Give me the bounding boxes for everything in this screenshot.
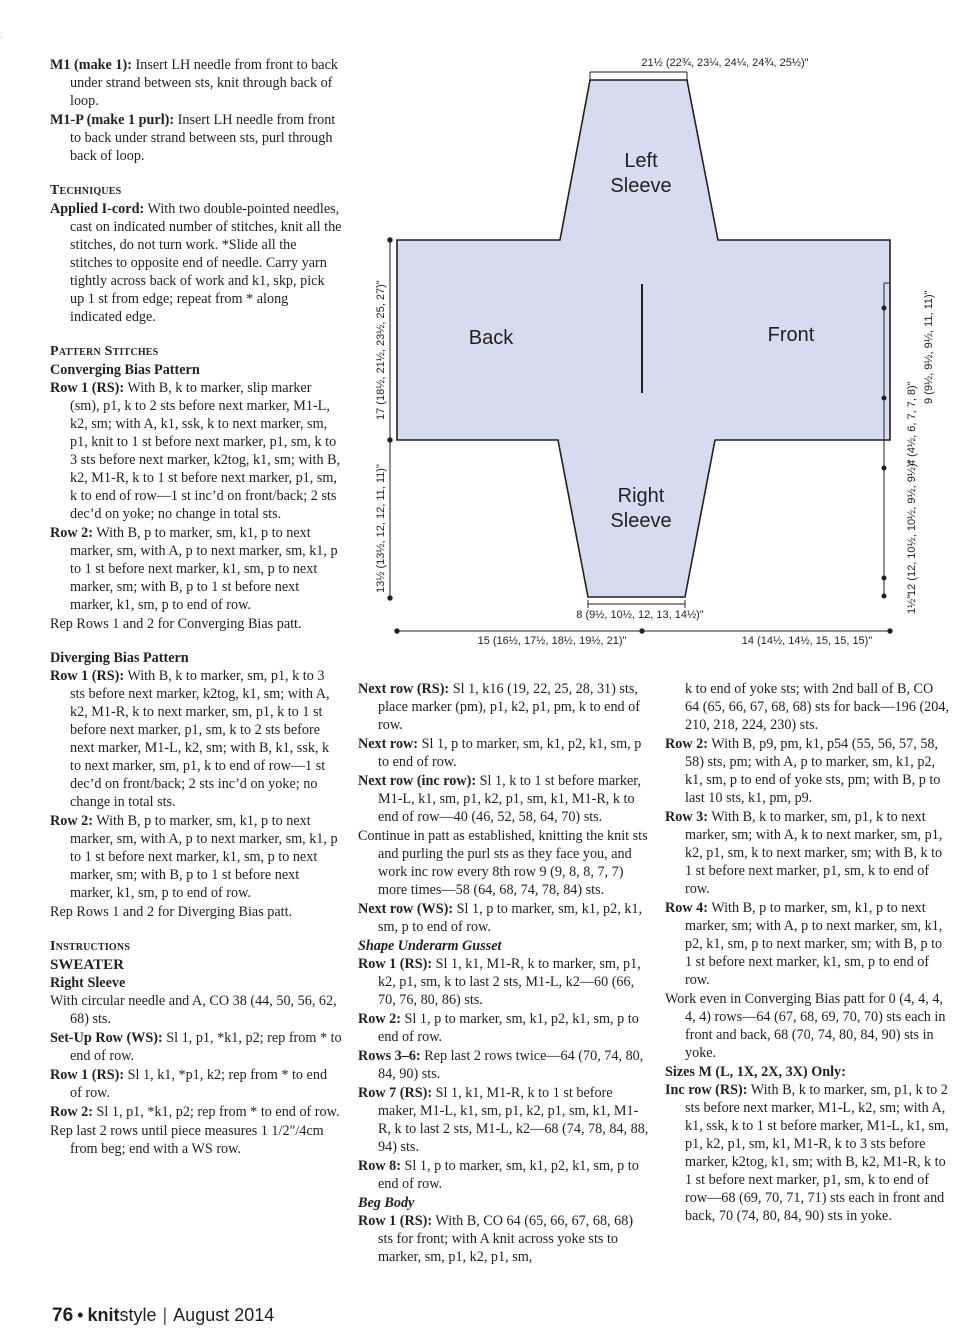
footer-bullet: • [77, 1305, 84, 1325]
body-row3 [665, 808, 950, 898]
row-text: Sl 1, p1, *k1, p2; rep from * to end of row. [96, 1104, 340, 1120]
sweater-heading: SWEATER [50, 957, 124, 973]
body-row2 [665, 735, 950, 807]
continue-patt: Continue in patt as established, knitting the knit sts and purling the purl sts as they face you, and work inc row every 8th row 9 (9, 8, 8, 7, 7) more times—58 (64, 68, 74, 78, 84) sts. [358, 828, 648, 898]
row-text: Sl 1, p to marker, sm, k1, p2, k1, sm, p to end of row. [378, 736, 642, 770]
work-even: Work even in Converging Bias patt for 0 (4, 4, 4, 4, 4) rows—64 (67, 68, 69, 70, 70) sts each in front and back, 68 (70, 74, 80, 84, 90) sts in yoke. [665, 991, 946, 1061]
sleeve-row2 [50, 1103, 342, 1121]
body-row1-cont: k to end of yoke sts; with 2nd ball of B, CO 64 (65, 66, 67, 68, 68) sts for back—196 (204, 210, 218, 224, 230) sts. [685, 681, 950, 733]
gusset-row7 [358, 1084, 650, 1156]
converging-title: Converging Bias Pattern [50, 362, 200, 378]
footer-separator: | [162, 1305, 168, 1325]
row-text: Sl 1, p to marker, sm, k1, p2, k1, sm, p to end of row. [378, 901, 643, 935]
abbr-text: Insert LH needle from front to back under strand between sts, knit through back of loop. [70, 57, 338, 109]
dim-right-top: 9 (9½, 9½, 9½, 11, 11)" [923, 290, 935, 404]
label-right: Right [617, 485, 665, 507]
column-left [50, 56, 342, 1159]
technique-label: Applied I-cord: [50, 201, 145, 217]
setup-row [50, 1029, 342, 1065]
label-right-sleeve: Sleeve [610, 510, 672, 532]
next-row-inc [358, 772, 650, 826]
row-text: With B, k to marker, slip marker (sm), p1, k to 2 sts before next marker, M1-L, k2, sm; with A, k1, ssk, k to next marker, sm, p1, knit to 1 st before next marker, p1, sm, k to 3 sts before next marker, k2tog, k1, sm; with B, k2, M1-R, k to 1 st before next marker, p1, sm, k to end of row—1 st inc’d on front/back; 2 sts dec’d on yoke; no change in total sts. [70, 380, 341, 522]
next-row [358, 735, 650, 771]
row-label: Inc row (RS): [665, 1082, 748, 1098]
row-label: Next row (WS): [358, 901, 454, 917]
left-measures [388, 238, 392, 600]
abbr-m1p [50, 111, 342, 165]
rep-last: Rep last 2 rows until piece measures 1 1/2"/4cm from beg; end with a WS row. [50, 1123, 324, 1157]
diverging-rep: Rep Rows 1 and 2 for Diverging Bias patt. [50, 904, 293, 920]
dim-bottom-right: 14 (14½, 14½, 15, 15, 15)" [741, 635, 873, 647]
row-label: Next row (inc row): [358, 773, 477, 789]
label-front: Front [767, 324, 815, 346]
diverging-row1 [50, 667, 342, 811]
converging-row2 [50, 524, 342, 614]
abbr-label: M1 (make 1): [50, 57, 132, 73]
label-left: Left [624, 150, 658, 172]
dim-top-width: 21½ (22¾, 23¼, 24¼, 24¾, 25½)" [641, 57, 809, 69]
row-label: Row 1 (RS): [50, 1067, 125, 1083]
sizes-heading: Sizes M (L, 1X, 2X, 3X) Only: [665, 1064, 846, 1080]
row-label: Row 8: [358, 1158, 401, 1174]
pattern-stitches-heading: Pattern Stitches [50, 344, 159, 359]
row-text: With B, k to marker, sm, p1, k to next marker, sm; with A, k to next marker, sm, p1, k2, p1, sm, k to next marker, sm; with B, k to 1 st before next marker, p1, sm, k to end of row. [685, 809, 943, 897]
technique-text: With two double-pointed needles, cast on indicated number of stitches, knit all the stitches, do not turn work. *Slide all the stitches to opposite end of needle. Carry yarn tightly across back of work and k1, skp, pick up 1 st from edge; repeat from * along indicated edge. [70, 201, 342, 325]
gusset-row8 [358, 1157, 650, 1193]
next-row-ws [358, 900, 650, 936]
gusset-rows3-6 [358, 1047, 650, 1083]
technique-icord [50, 200, 342, 326]
row-label: Next row (RS): [358, 681, 450, 697]
row-text: With B, k to marker, sm, p1, k to 3 sts before next marker, k2tog, k1, sm; with A, k2, M1-R, k to next marker, sm, p1, k to 1 st before next marker, p1, sm, k to 2 sts before next marker, M1-L, k2, sm; with B, k1, ssk, k to next marker, sm, p1, k to end of row—1 st dec’d on front/back; 2 sts inc’d on yoke; no change in total sts. [70, 668, 330, 810]
diverging-title: Diverging Bias Pattern [50, 650, 189, 666]
gusset-row2 [358, 1010, 650, 1046]
row-text: Sl 1, p to marker, sm, k1, p2, k1, sm, p to end of row. [378, 1158, 639, 1192]
row-label: Row 2: [358, 1011, 401, 1027]
row-text: With B, p to marker, sm, k1, p to next marker, sm, with A, p to next marker, sm, k1, p to 1 st before next marker, k1, sm, p to next marker, sm; with B, p to 1 st before next marker, k1, sm, p to end of row. [70, 525, 338, 613]
row-label: Row 2: [50, 813, 93, 829]
row-label: Row 1 (RS): [358, 956, 433, 972]
abbr-m1 [50, 56, 342, 110]
margin-mark: · [0, 32, 3, 42]
row-label: Row 2: [50, 525, 93, 541]
row-text: Sl 1, p to marker, sm, k1, p2, k1, sm, p to end of row. [378, 1011, 639, 1045]
label-left-sleeve: Sleeve [610, 175, 672, 197]
dim-left-upper: 17 (18½, 21½, 23½, 25, 27)" [375, 280, 387, 420]
row-text: Sl 1, k1, *p1, k2; rep from * to end of row. [70, 1067, 328, 1101]
diverging-row2 [50, 812, 342, 902]
row-label: Rows 3–6: [358, 1048, 421, 1064]
gusset-title: Shape Underarm Gusset [358, 938, 502, 954]
page-number: 76 [52, 1305, 74, 1326]
row-text: With B, p to marker, sm, k1, p to next marker, sm; with A, p to next marker, sm, k1, p2, k1, sm, p to next marker, sm; with B, p to 1 st before next marker, k1, sm, p to end of row. [685, 900, 943, 988]
column-right [665, 680, 950, 1226]
row-text: Sl 1, k1, M1-R, k to marker, sm, p1, k2, p1, sm, k to last 2 sts, M1-L, k2—60 (66, 70, 76, 80, 86) sts. [378, 956, 641, 1008]
row-text: With B, p9, pm, k1, p54 (55, 56, 57, 58, 58) sts, pm; with A, p to marker, sm, k1, p2, k1, sm, p to end of yoke sts, pm; with B, p to last 10 sts, k1, pm, p9. [685, 736, 941, 806]
issue-date: August 2014 [173, 1305, 275, 1325]
abbr-text: Insert LH needle from front to back under strand between sts, purl through back of loop. [70, 112, 336, 164]
top-width-measure [400, 71, 940, 80]
row-text: With B, k to marker, sm, p1, k to 2 sts before next marker, M1-L, k2, sm; with A, k1, ssk, k to 1 st before marker, M1-L, k1, sm, p1, k2, p1, sm, k1, M1-R, k to 3 sts before marker, k2tog, k1, sm; with B, k2, M1-R, k to 1 st before next marker, p1, sm, k to end of row—68 (69, 70, 71, 71) sts each in front and back, 70 (74, 80, 84, 90) sts in yoke. [685, 1082, 949, 1224]
brand-bold: knit [87, 1305, 120, 1325]
row-text: Sl 1, k1, M1-R, k to 1 st before maker, M1-L, k1, sm, p1, k2, p1, sm, k1, M1-R, k to last 2 sts, M1-L, k2—68 (74, 78, 84, 88, 94) sts. [378, 1085, 649, 1155]
column-middle [358, 680, 650, 1267]
cast-on: With circular needle and A, CO 38 (44, 50, 56, 62, 68) sts. [50, 993, 337, 1027]
converging-row1 [50, 379, 342, 523]
dim-right-bottom: 1½" [906, 594, 918, 614]
converging-rep: Rep Rows 1 and 2 for Converging Bias patt. [50, 616, 302, 632]
instructions-heading: Instructions [50, 939, 131, 954]
schematic-svg [360, 48, 950, 648]
row-label: Row 7 (RS): [358, 1085, 433, 1101]
dim-right-lower: 12 (12, 10½, 10½, 9½, 9½)" [906, 459, 918, 596]
row-label: Row 3: [665, 809, 708, 825]
dim-bottom-left: 15 (16½, 17½, 18½, 19½, 21)" [477, 635, 627, 647]
gusset-row1 [358, 955, 650, 1009]
row-label: Row 1 (RS): [50, 380, 125, 396]
dim-right-mid: 4 (4½, 6, 7, 7, 8)" [906, 381, 918, 466]
right-sleeve-heading: Right Sleeve [50, 975, 126, 991]
row-label: Row 4: [665, 900, 708, 916]
brand-rest: style [119, 1305, 157, 1325]
row-text: Sl 1, k to 1 st before marker, M1-L, k1, sm, p1, k2, p1, sm, k1, M1-R, k to end of row—40 (46, 52, 58, 64, 70) sts. [378, 773, 641, 825]
row-label: Row 1 (RS): [50, 668, 125, 684]
row-text: With B, p to marker, sm, k1, p to next marker, sm, with A, p to next marker, sm, k1, p to 1 st before next marker, k1, sm, p to next marker, sm; with B, p to 1 st before next marker, k1, sm, p to end of row. [70, 813, 338, 901]
abbr-label: M1-P (make 1 purl): [50, 112, 175, 128]
row-label: Row 1 (RS): [358, 1213, 433, 1229]
body-title: Beg Body [358, 1195, 415, 1211]
techniques-heading: Techniques [50, 183, 122, 198]
row-text: Sl 1, k16 (19, 22, 25, 28, 31) sts, place marker (pm), p1, k2, p1, pm, k to end of row. [378, 681, 641, 733]
schematic-diagram [360, 48, 950, 648]
dim-left-lower: 13½ (13½, 12, 12, 11, 11)" [375, 464, 387, 593]
row-label: Next row: [358, 736, 419, 752]
row-label: Row 2: [50, 1104, 93, 1120]
inc-row [665, 1081, 950, 1225]
row-text: Rep last 2 rows twice—64 (70, 74, 80, 84, 90) sts. [378, 1048, 644, 1082]
row-label: Row 2: [665, 736, 708, 752]
next-row-rs [358, 680, 650, 734]
dim-bottom-sleeve: 8 (9½, 10½, 12, 13, 14½)" [576, 609, 704, 621]
sleeve-row1 [50, 1066, 342, 1102]
row-text: Sl 1, p1, *k1, p2; rep from * to end of row. [70, 1030, 342, 1064]
label-back: Back [468, 327, 514, 349]
body-row1 [358, 1212, 650, 1266]
body-row4 [665, 899, 950, 989]
row-text: With B, CO 64 (65, 66, 67, 68, 68) sts for front; with A knit across yoke sts to marker, sm, p1, k2, p1, sm, [378, 1213, 634, 1265]
row-label: Set-Up Row (WS): [50, 1030, 163, 1046]
page-footer [52, 1306, 274, 1325]
